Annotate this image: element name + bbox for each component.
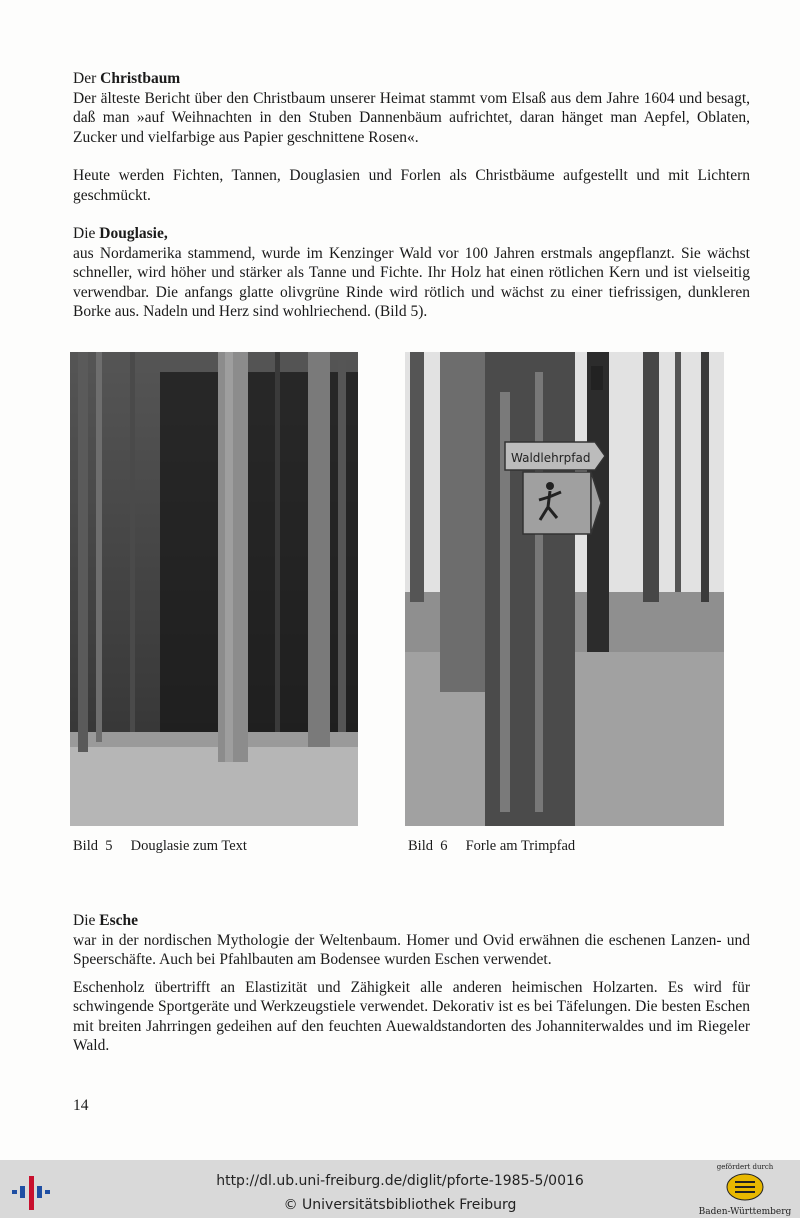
- page-number: 14: [73, 1097, 89, 1114]
- paragraph-christbaum-2: Heute werden Fichten, Tannen, Douglasien und Forlen als Christbäume aufgestellt und mit Lichtern geschmückt.: [73, 167, 750, 204]
- footer-bar: [0, 1160, 800, 1218]
- heading-douglasie: Die Douglasie,: [73, 225, 168, 242]
- section-esche: [73, 911, 750, 1056]
- paragraph-esche-2: Eschenholz übertrifft an Elastizität und Zähigkeit alle anderen heimischen Holzarten. Es wird für schwingende Sportgeräte und Werkzeugstiele verwendet. Dekorativ ist es bei Täfelungen. Die besten Eschen mit breiten Jahrringen gedeihen auf den feuchten Auewaldstandorten des Johanniterwaldes und im Riegeler Wald.: [73, 978, 750, 1054]
- digital-library-link[interactable]: http://dl.ub.uni-freiburg.de/diglit/pforte-1985-5/0016: [216, 1173, 584, 1189]
- section-christbaum: [73, 69, 750, 205]
- paragraph-christbaum-1: Der älteste Bericht über den Christbaum unserer Heimat stammt vom Elsaß aus dem Jahre 1604 und besagt, daß man »auf Weihnachten in den Stuben Dannenbäum aufrichtet, daran hänget man Aepfel, Oblaten, Zucker und vielfarbige aus Papier geschnittene Rosen«.: [73, 89, 750, 146]
- photo-douglasie: [70, 352, 358, 826]
- paragraph-douglasie-1: aus Nordamerika stammend, wurde im Kenzinger Wald vor 100 Jahren erstmals angepflanzt. Sie wächst schneller, wird höher und stärker als Tanne und Fichte. Ihr Holz hat einen rötlichen Kern und ist vielseitig verwendbar. Die anfangs glatte olivgrüne Rinde wird rötlich und wächst zu einer tiefrissigen, dunkleren Borke aus. Nadeln und Herz sind wohlriechend. (Bild 5).: [73, 244, 750, 320]
- funder-state: Baden-Württemberg: [698, 1207, 792, 1217]
- paragraph-esche-1: war in der nordischen Mythologie der Weltenbaum. Homer und Ovid erwähnen die eschenen Lanzen- und Speerschäfte. Auch bei Pfahlbauten am Bodensee wurden Eschen verwendet.: [73, 931, 750, 968]
- sign-label: Waldlehrpfad: [511, 451, 591, 465]
- heading-esche: Die Esche: [73, 912, 139, 929]
- heading-christbaum: Der Christbaum: [73, 70, 181, 87]
- photo-forle: [405, 352, 724, 826]
- funder-label: gefördert durch: [716, 1163, 774, 1171]
- caption-bild-6: Bild 6 Forle am Trimpfad: [408, 838, 576, 854]
- state-coat-of-arms-icon: [725, 1173, 765, 1201]
- section-douglasie: [73, 224, 750, 322]
- caption-bild-5: Bild 5 Douglasie zum Text: [73, 838, 247, 854]
- funder-badge: [690, 1163, 800, 1218]
- copyright-text: © Universitätsbibliothek Freiburg: [283, 1197, 517, 1213]
